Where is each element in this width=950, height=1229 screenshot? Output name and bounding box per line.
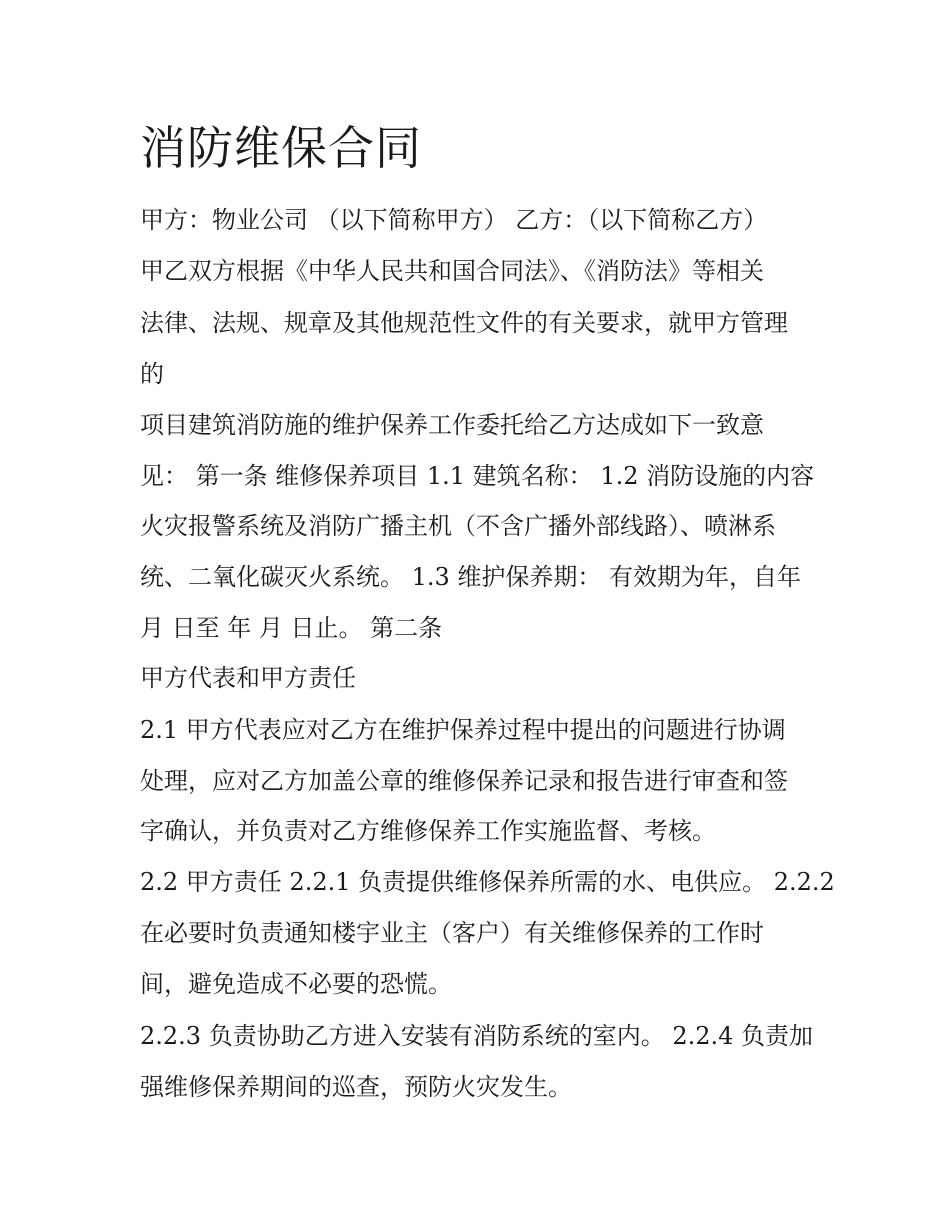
paragraph-line: 2.2.3 负责协助乙方进入安装有消防系统的室内。 2.2.4 负责加 [140, 1022, 814, 1050]
paragraph-line: 甲方：物业公司 （以下简称甲方） 乙方：（以下简称乙方） [140, 206, 768, 234]
paragraph-line: 法律、法规、规章及其他规范性文件的有关要求，就甲方管理 [140, 309, 788, 337]
paragraph-line: 统、二氧化碳灭火系统。 1.3 维护保养期： 有效期为年，自年 [140, 563, 802, 591]
paragraph-line: 2.2 甲方责任 2.2.1 负责提供维修保养所需的水、电供应。 2.2.2 [140, 868, 835, 896]
paragraph-line: 强维修保养期间的巡查，预防火灾发生。 [140, 1073, 572, 1101]
paragraph-line: 见： 第一条 维修保养项目 1.1 建筑名称： 1.2 消防设施的内容 [140, 462, 815, 490]
paragraph-line: 在必要时负责通知楼宇业主（客户）有关维修保养的工作时 [140, 919, 764, 947]
section-heading: 甲方代表和甲方责任 [140, 664, 356, 692]
paragraph-line: 项目建筑消防施的维护保养工作委托给乙方达成如下一致意 [140, 411, 764, 439]
paragraph-line: 2.1 甲方代表应对乙方在维护保养过程中提出的问题进行协调 [140, 716, 786, 744]
paragraph-line: 的 [140, 360, 164, 388]
paragraph-line: 间，避免造成不必要的恐慌。 [140, 970, 452, 998]
paragraph-line: 字确认，并负责对乙方维修保养工作实施监督、考核。 [140, 817, 716, 845]
paragraph-line: 火灾报警系统及消防广播主机（不含广播外部线路）、喷淋系 [140, 512, 776, 540]
paragraph-line: 甲乙双方根据《中华人民共和国合同法》、《消防法》等相关 [140, 257, 764, 285]
paragraph-line: 处理，应对乙方加盖公章的维修保养记录和报告进行审查和签 [140, 767, 788, 795]
document-title: 消防维保合同 [140, 121, 422, 175]
paragraph-line: 月 日至 年 月 日止。 第二条 [140, 614, 443, 642]
